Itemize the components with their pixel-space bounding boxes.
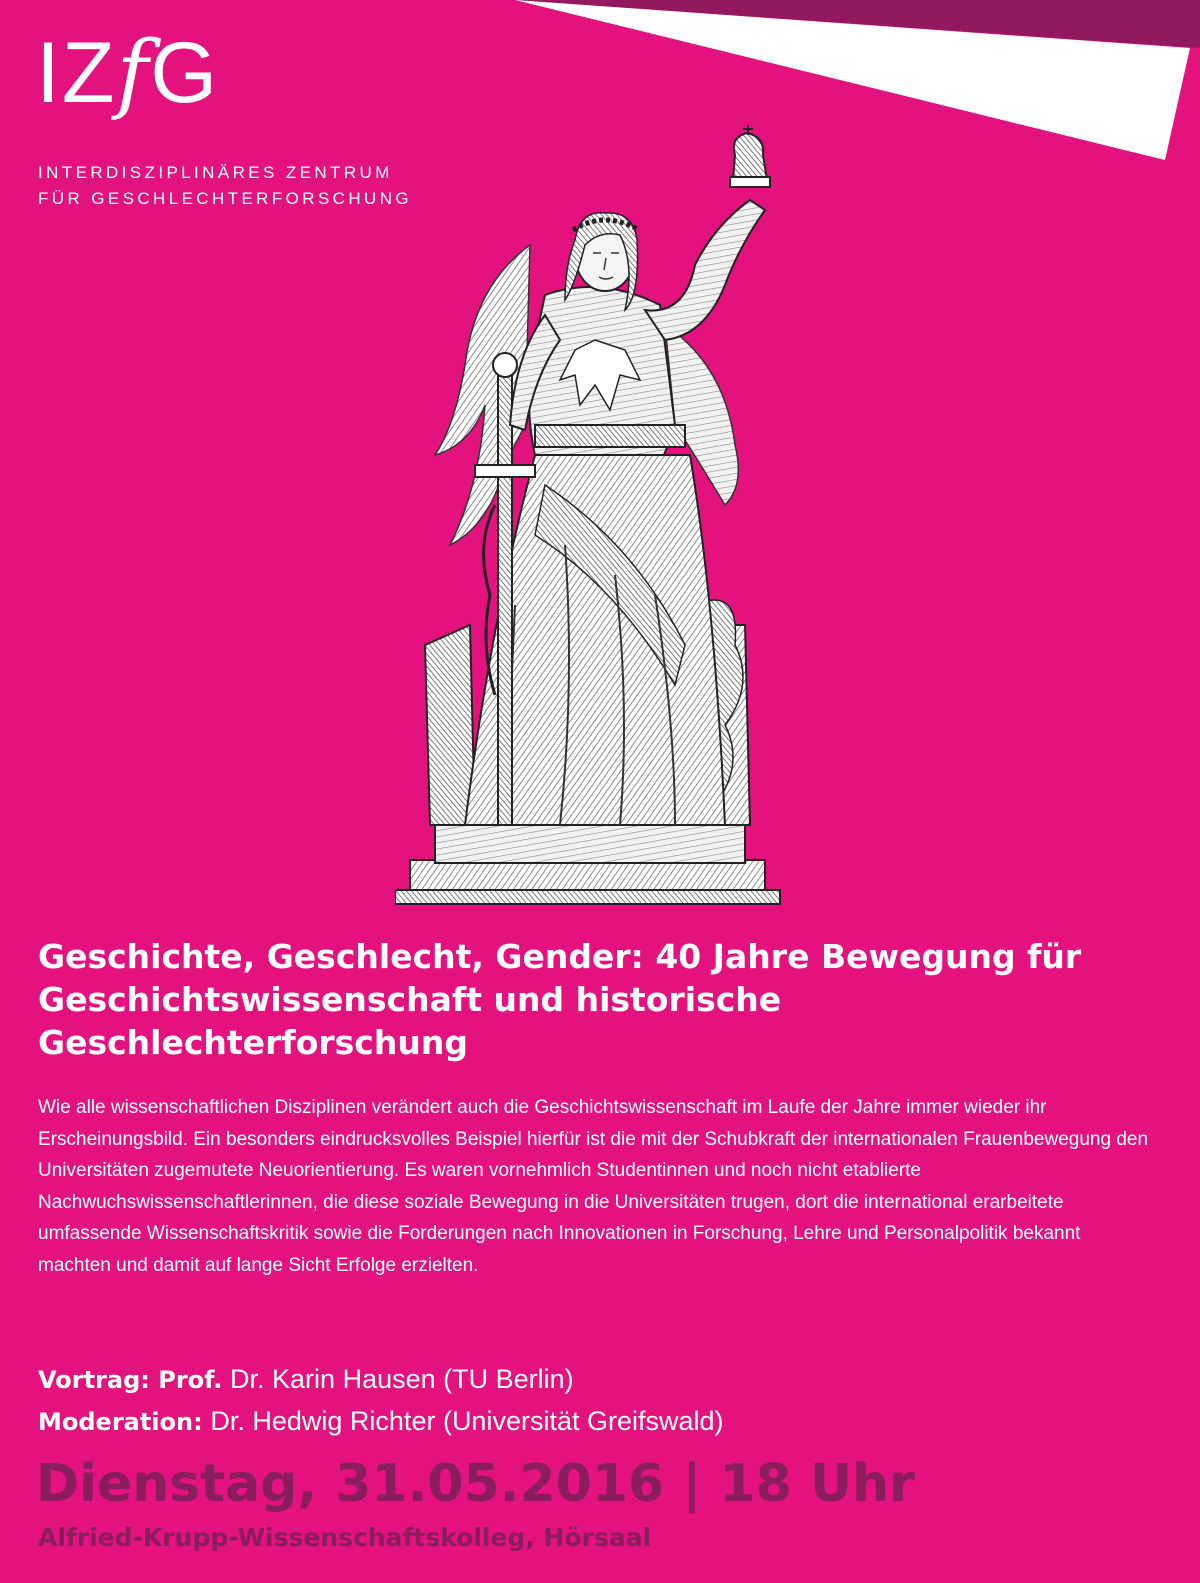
speaker-line bbox=[38, 1362, 574, 1397]
speaker-label: Vortrag: Prof. bbox=[38, 1366, 223, 1394]
germania-statue-icon bbox=[395, 125, 785, 905]
institute-name-line2: FÜR GESCHLECHTERFORSCHUNG bbox=[38, 189, 413, 208]
event-title: Geschichte, Geschlecht, Gender: 40 Jahre Bewegung für Geschichtswissenschaft und historische Geschlechterforschung bbox=[38, 937, 1082, 1062]
moderation-line bbox=[38, 1404, 724, 1439]
moderator-name: Dr. Hedwig Richter (Universität Greifswald) bbox=[210, 1406, 724, 1436]
event-date-time: Dienstag, 31.05.2016 | 18 Uhr bbox=[36, 1454, 915, 1514]
izfg-logo: IZfG bbox=[36, 23, 220, 123]
institute-name-line1: INTERDISZIPLINÄRES ZENTRUM bbox=[38, 163, 393, 182]
moderation-label: Moderation: bbox=[38, 1408, 203, 1436]
event-venue: Alfried-Krupp-Wissenschaftskolleg, Hörsaal bbox=[38, 1523, 652, 1552]
event-description: Wie alle wissenschaftlichen Disziplinen verändert auch die Geschichtswissenschaft im Laufe der Jahre immer wieder ihr Erscheinungsbild. Ein besonders eindrucksvolles Beispiel hierfür ist die mit der Schubkraft der internationalen Frauenbewegung den Universitäten zugemutete Neuorientierung. Es waren vornehmlich Studentinnen und noch nicht etablierte Nachwuchswissenschaftlerinnen, die diese soziale Bewegung in die Universitäten trugen, dort die international erarbeitete umfassende Wissenschaftskritik sowie die Forderungen nach Innovationen in Forschung, Lehre und Personalpolitik bekannt machten und damit auf lange Sicht Erfolge erzielten. bbox=[38, 1097, 1149, 1276]
speaker-name: Dr. Karin Hausen (TU Berlin) bbox=[230, 1364, 574, 1394]
institute-name bbox=[38, 160, 412, 212]
